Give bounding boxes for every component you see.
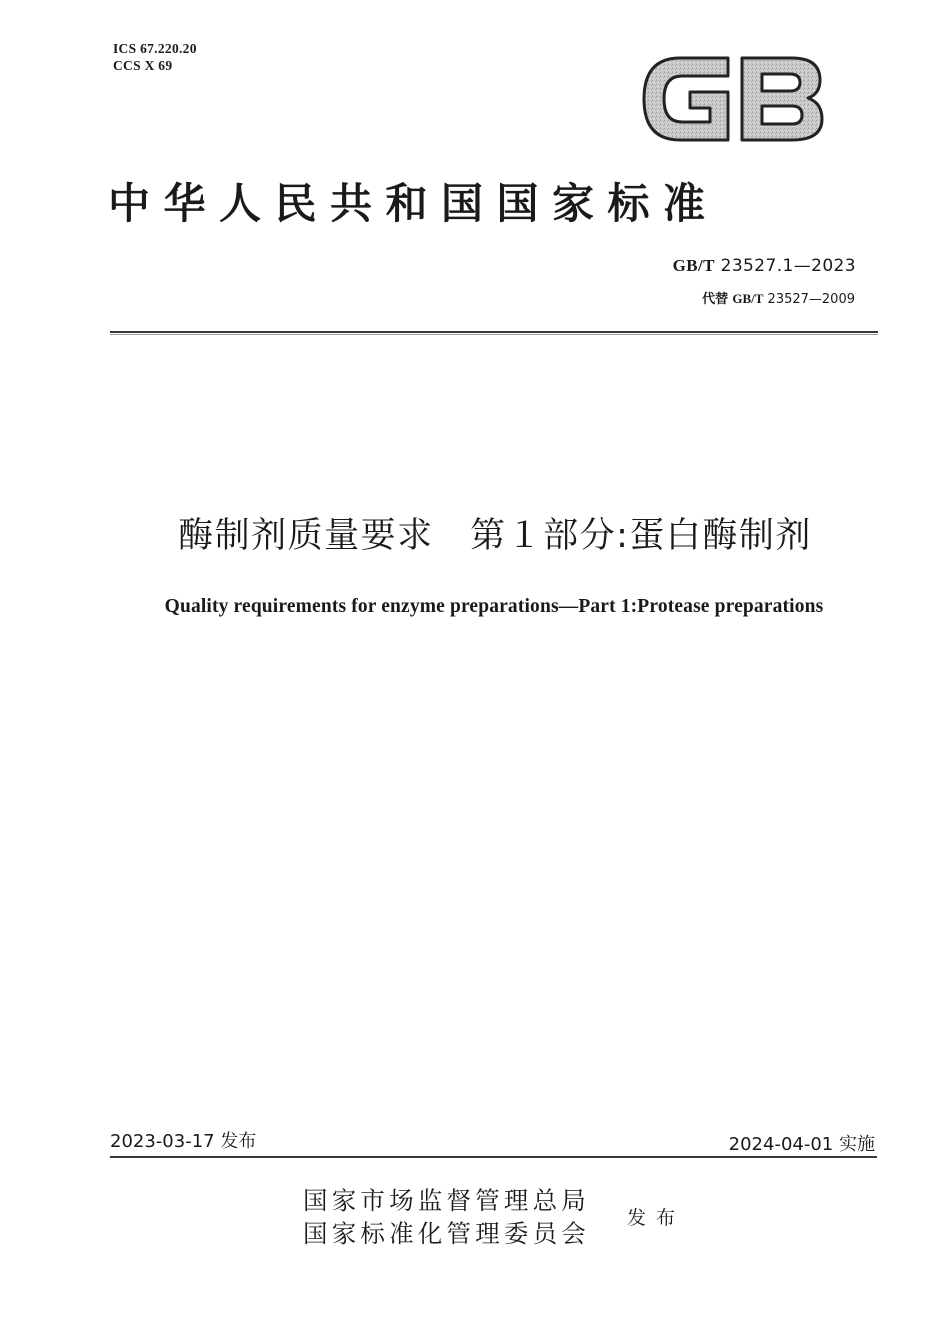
standard-code: 23527.1—2023 xyxy=(720,256,856,276)
issue-date: 2023-03-17 发布 xyxy=(110,1131,257,1152)
national-standard-heading: 中华人民共和国国家标准 xyxy=(108,179,719,228)
publish-label: 发布 xyxy=(627,1207,686,1229)
chinese-title: 酶制剂质量要求 第１部分:蛋白酶制剂 xyxy=(178,516,812,556)
standard-number xyxy=(673,256,856,276)
issuer-samr: 国家市场监督管理总局 xyxy=(303,1186,590,1215)
gb-logo-mark xyxy=(640,52,826,146)
standard-prefix: GB/T xyxy=(672,256,715,275)
classification-codes xyxy=(113,40,197,74)
issuing-authorities xyxy=(303,1184,590,1250)
implementation-date: 2024-04-01 实施 xyxy=(728,1134,875,1155)
english-title: Quality requirements for enzyme preparations—Part 1:Protease preparations xyxy=(164,596,824,617)
ccs-code: CCS X 69 xyxy=(113,58,173,73)
issuer-sac: 国家标准化管理委员会 xyxy=(303,1219,590,1248)
ics-code: ICS 67.220.20 xyxy=(113,41,197,56)
footer-divider xyxy=(110,1156,877,1158)
replaces-code: 23527—2009 xyxy=(767,292,855,307)
gb-logo xyxy=(640,52,826,146)
header-divider-thin xyxy=(110,334,878,335)
header-divider xyxy=(110,331,878,333)
replaces-label: 代替 xyxy=(702,292,729,307)
replaces-prefix: GB/T xyxy=(732,291,764,306)
replaces-line xyxy=(702,288,855,307)
